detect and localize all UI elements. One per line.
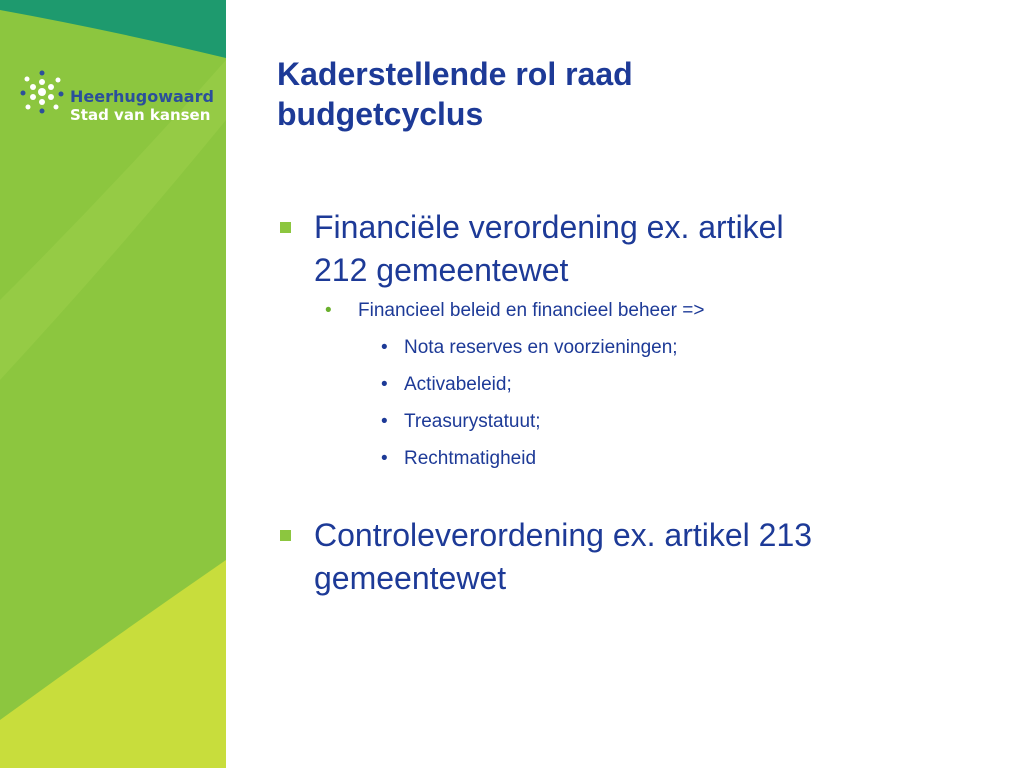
bullet-dot-icon: •: [381, 411, 388, 432]
bullet-dot-icon: •: [381, 374, 388, 395]
sub-bullet-item: [325, 299, 997, 323]
sub-bullet-text: Financieel beleid en financieel beheer =>: [358, 300, 705, 321]
sub-sub-bullet-text: Nota reserves en voorzieningen;: [404, 337, 678, 358]
slide-title-line1: Kaderstellende rol raad: [277, 56, 633, 92]
bullet-dot-icon: •: [381, 448, 388, 469]
logo: [20, 70, 214, 130]
bullet-dot-icon: •: [381, 337, 388, 358]
bullet-text-line2: gemeentewet: [314, 560, 507, 596]
slide-content: [277, 206, 997, 600]
sub-sub-bullet-text: Rechtmatigheid: [404, 448, 537, 469]
bullet-item: [277, 514, 997, 600]
bullet-text-line1: Controleverordening ex. artikel 213: [314, 517, 813, 553]
square-bullet-icon: [280, 530, 291, 541]
logo-tagline: Stad van kansen: [70, 106, 211, 124]
sub-sub-bullet-text: Activabeleid;: [404, 374, 512, 395]
spacer: [277, 471, 997, 514]
bullet-text-line2: 212 gemeentewet: [314, 252, 569, 288]
sub-sub-bullet-text: Treasurystatuut;: [404, 411, 541, 432]
sub-sub-bullet-item: [381, 447, 997, 471]
bullet-item: [277, 206, 997, 292]
bullet-text-line1: Financiële verordening ex. artikel: [314, 209, 784, 245]
square-bullet-icon: [280, 222, 291, 233]
slide-title-line2: budgetcyclus: [277, 96, 484, 132]
bullet-dot-icon: •: [325, 300, 332, 321]
side-panel: [0, 0, 226, 768]
sub-sub-bullet-item: [381, 336, 997, 360]
slide-title: [277, 54, 977, 134]
sub-sub-bullet-item: [381, 410, 997, 434]
sub-sub-bullet-item: [381, 373, 997, 397]
logo-name: Heerhugowaard: [70, 87, 214, 106]
logo-dots-icon: [20, 70, 64, 114]
